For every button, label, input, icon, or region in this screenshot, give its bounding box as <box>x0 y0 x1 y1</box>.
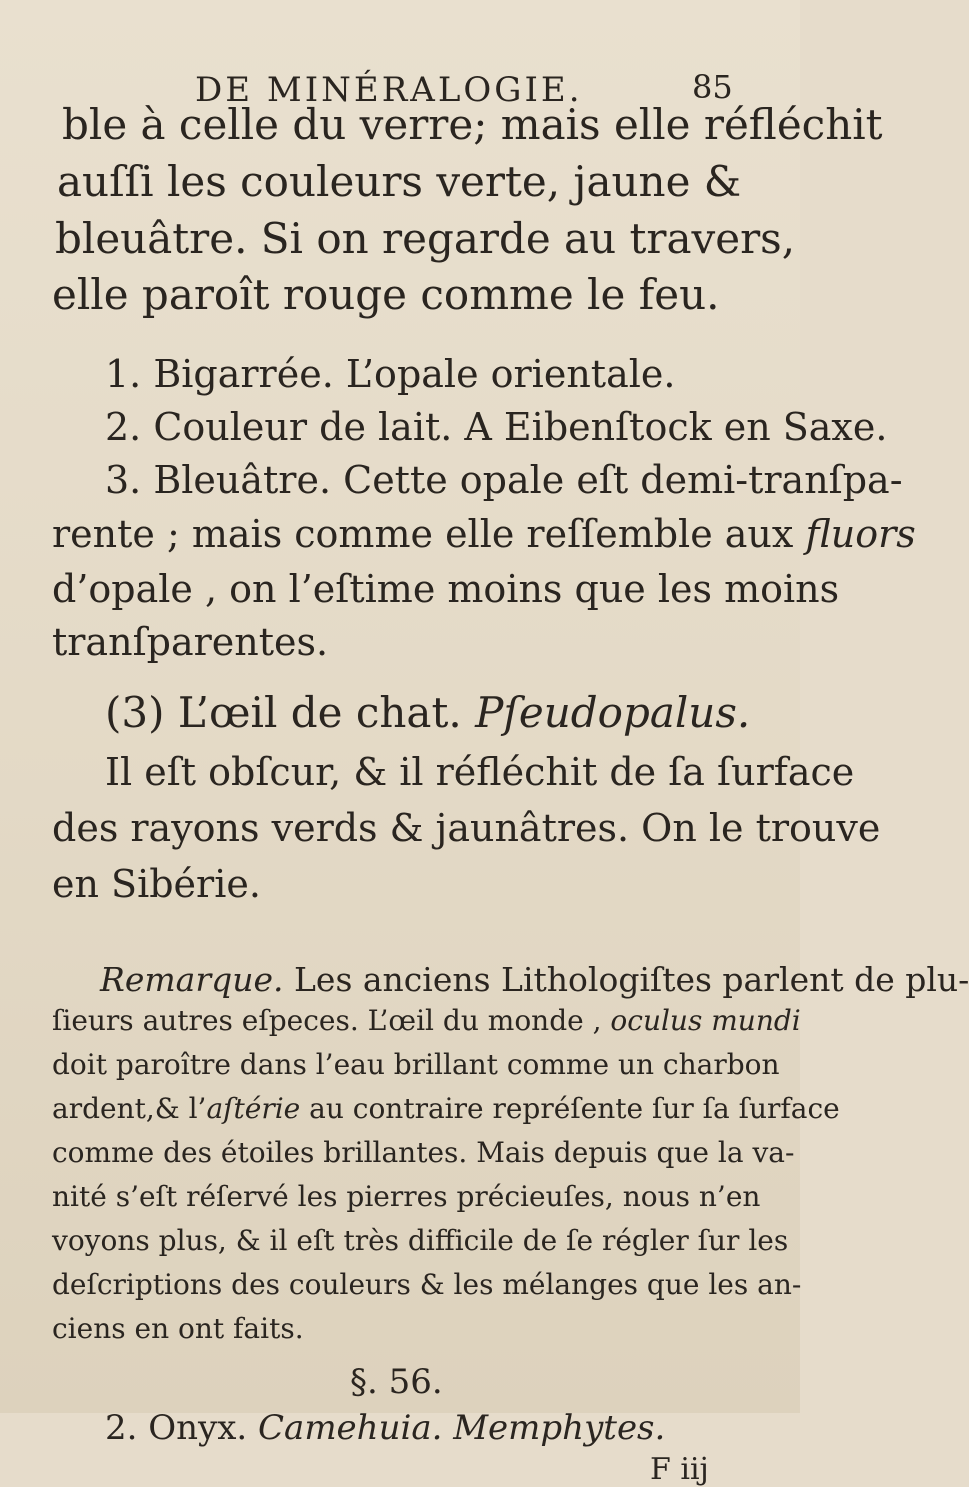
latin-term: fluors <box>805 512 916 556</box>
text-line: ble à celle du verre; mais elle réfléchit <box>62 100 883 149</box>
text-span: au contraire repréſente ſur ſa ſurface <box>309 1092 840 1125</box>
text-line: Il eſt obſcur, & il réfléchit de ſa ſurface <box>105 750 855 794</box>
text-line: ciens en ont faits. <box>52 1312 304 1345</box>
text-span: ardent,& l’ <box>52 1092 207 1125</box>
page-number: 85 <box>692 68 733 106</box>
section-heading: (3) L’œil de chat. Pſeudopalus. <box>105 688 751 737</box>
latin-term: oculus mundi <box>610 1004 801 1037</box>
remarque-label: Remarque. <box>100 960 284 999</box>
text-line: doit paroître dans l’eau brillant comme un charbon <box>52 1048 780 1081</box>
text-line: comme des étoiles brillantes. Mais depuis que la va- <box>52 1136 795 1169</box>
section-56-heading: §. 56. <box>350 1362 443 1402</box>
variety-2: 2. Couleur de lait. A Eibenſtock en Saxe. <box>105 405 888 449</box>
text-span: ſieurs autres eſpeces. L’œil du monde , <box>52 1004 602 1037</box>
text-line: voyons plus, & il eſt très difficile de ſe régler ſur les <box>52 1224 789 1257</box>
text-line: en Sibérie. <box>52 862 261 906</box>
running-title: DE MINÉRALOGIE. <box>195 70 583 110</box>
signature-mark: F iij <box>650 1452 709 1487</box>
latin-term: aſtérie <box>206 1092 301 1125</box>
onyx-entry <box>105 1408 665 1448</box>
variety-1: 1. Bigarrée. L’opale orientale. <box>105 352 676 396</box>
text-line: rente ; mais comme elle reſſemble aux fluors <box>52 512 916 556</box>
variety-3: 3. Bleuâtre. Cette opale eſt demi-tranſpa- <box>105 458 903 502</box>
text-line: tranſparentes. <box>52 620 329 664</box>
remarque-line: Remarque. Les anciens Lithologiſtes parlent de plu- <box>100 960 969 999</box>
text-line: des rayons verds & jaunâtres. On le trouve <box>52 806 881 850</box>
text-line: elle paroît rouge comme le feu. <box>52 270 720 319</box>
latin-name: Pſeudopalus. <box>475 688 751 737</box>
text-line: nité s’eſt réſervé les pierres précieuſes, nous n’en <box>52 1180 761 1213</box>
text-line: deſcriptions des couleurs & les mélanges que les an- <box>52 1268 802 1301</box>
text-line: auſſi les couleurs verte, jaune & <box>57 157 742 206</box>
latin-name: Camehuia. Memphytes. <box>258 1408 666 1448</box>
text-line <box>52 1092 840 1125</box>
text-line: bleuâtre. Si on regarde au travers, <box>55 214 796 263</box>
text-span: 2. Onyx. <box>105 1408 248 1448</box>
text-line <box>52 1004 801 1037</box>
text-line: d’opale , on l’eſtime moins que les moins <box>52 567 840 611</box>
